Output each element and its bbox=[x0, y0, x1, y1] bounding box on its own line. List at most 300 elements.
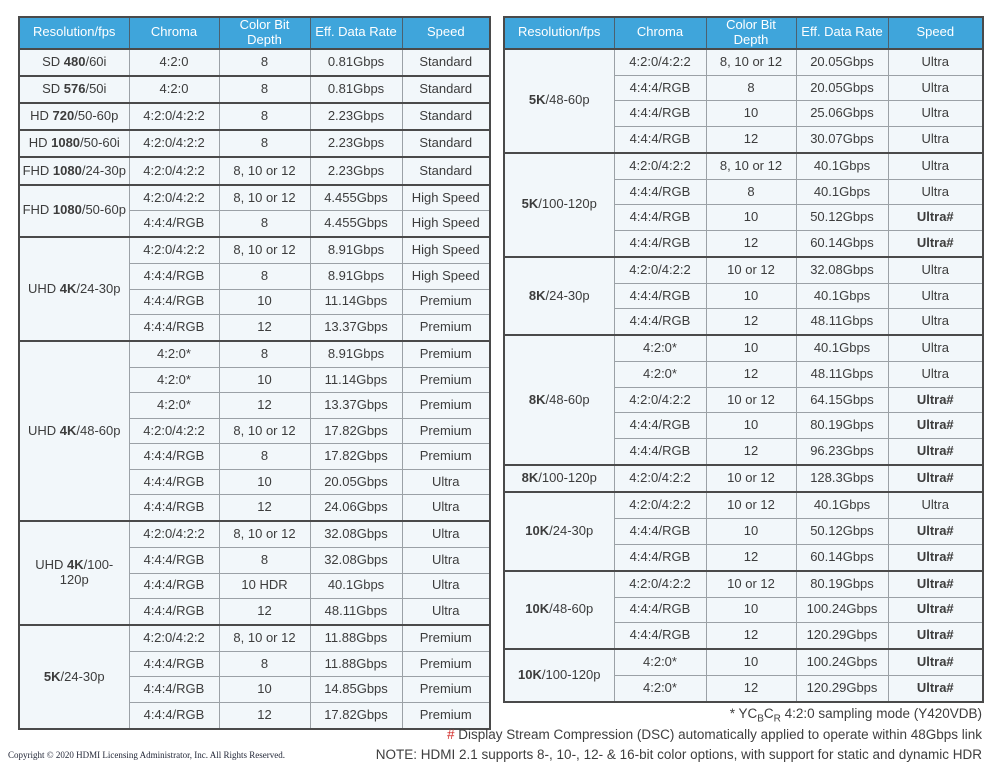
data-rate-cell: 100.24Gbps bbox=[796, 649, 888, 675]
format-table-left bbox=[18, 16, 491, 730]
data-rate-cell: 40.1Gbps bbox=[310, 573, 402, 599]
resolution-suffix: /100-120p bbox=[59, 557, 114, 588]
table-header-right bbox=[504, 17, 983, 49]
speed-cell: Ultra# bbox=[888, 439, 983, 465]
bit-depth-cell: 8 bbox=[219, 211, 310, 237]
data-rate-cell: 20.05Gbps bbox=[310, 469, 402, 495]
resolution-prefix: FHD bbox=[22, 202, 53, 218]
header-row bbox=[19, 17, 490, 49]
chroma-cell: 4:4:4/RGB bbox=[129, 264, 219, 290]
resolution-prefix: FHD bbox=[22, 162, 53, 178]
chroma-cell: 4:2:0* bbox=[129, 393, 219, 419]
bit-depth-cell: 8, 10 or 12 bbox=[219, 185, 310, 211]
resolution-cell bbox=[19, 76, 129, 103]
resolution-value: 1080 bbox=[51, 135, 81, 151]
resolution-prefix: UHD bbox=[35, 557, 67, 573]
resolution-value: 1080 bbox=[52, 162, 82, 178]
speed-cell: Ultra# bbox=[888, 675, 983, 702]
bit-depth-cell: 8, 10 or 12 bbox=[219, 625, 310, 651]
data-rate-cell: 24.06Gbps bbox=[310, 495, 402, 521]
table-row bbox=[504, 335, 983, 361]
resolution-value: 4K bbox=[59, 280, 77, 296]
chroma-cell: 4:2:0* bbox=[614, 675, 706, 702]
bit-depth-cell: 8, 10 or 12 bbox=[219, 521, 310, 547]
footnote-sub-b: B bbox=[757, 713, 764, 725]
bit-depth-cell: 12 bbox=[706, 675, 796, 702]
table-row bbox=[19, 185, 490, 211]
speed-cell: Standard bbox=[402, 103, 490, 130]
data-rate-cell: 4.455Gbps bbox=[310, 185, 402, 211]
chroma-cell: 4:2:0/4:2:2 bbox=[129, 237, 219, 263]
speed-cell: Premium bbox=[402, 651, 490, 677]
speed-cell: Ultra bbox=[888, 309, 983, 335]
table-row bbox=[504, 571, 983, 597]
bit-depth-cell: 12 bbox=[219, 702, 310, 729]
table-body-right bbox=[504, 49, 983, 702]
column-header: Resolution/fps bbox=[504, 17, 614, 49]
bit-depth-cell: 10 HDR bbox=[219, 573, 310, 599]
bit-depth-cell: 12 bbox=[706, 309, 796, 335]
bit-depth-cell: 10 bbox=[219, 677, 310, 703]
chroma-cell: 4:4:4/RGB bbox=[129, 651, 219, 677]
speed-cell: Premium bbox=[402, 289, 490, 315]
speed-cell: High Speed bbox=[402, 211, 490, 237]
speed-cell: Premium bbox=[402, 367, 490, 393]
data-rate-cell: 32.08Gbps bbox=[796, 257, 888, 283]
bit-depth-cell: 8, 10 or 12 bbox=[219, 237, 310, 263]
table-row bbox=[504, 49, 983, 75]
chroma-cell: 4:2:0* bbox=[614, 335, 706, 361]
chroma-cell: 4:4:4/RGB bbox=[614, 127, 706, 153]
chroma-cell: 4:4:4/RGB bbox=[614, 231, 706, 257]
resolution-suffix: /50-60i bbox=[80, 135, 120, 151]
footnote-sub-r: R bbox=[773, 713, 781, 725]
data-rate-cell: 50.12Gbps bbox=[796, 205, 888, 231]
bit-depth-cell: 10 bbox=[706, 519, 796, 545]
column-header: Speed bbox=[402, 17, 490, 49]
resolution-suffix: /50-60p bbox=[81, 202, 126, 218]
data-rate-cell: 32.08Gbps bbox=[310, 548, 402, 574]
resolution-cell bbox=[19, 185, 129, 238]
bit-depth-cell: 8 bbox=[219, 130, 310, 157]
resolution-cell bbox=[19, 625, 129, 729]
resolution-cell bbox=[19, 130, 129, 157]
data-rate-cell: 120.29Gbps bbox=[796, 623, 888, 649]
bit-depth-cell: 12 bbox=[706, 544, 796, 570]
table-row bbox=[19, 625, 490, 651]
table-row bbox=[504, 465, 983, 492]
chroma-cell: 4:2:0 bbox=[129, 49, 219, 76]
speed-cell: Standard bbox=[402, 76, 490, 103]
chroma-cell: 4:4:4/RGB bbox=[614, 439, 706, 465]
data-rate-cell: 11.14Gbps bbox=[310, 367, 402, 393]
chroma-cell: 4:4:4/RGB bbox=[129, 211, 219, 237]
table-row bbox=[19, 157, 490, 184]
data-rate-cell: 48.11Gbps bbox=[796, 309, 888, 335]
resolution-cell bbox=[19, 157, 129, 184]
chroma-cell: 4:2:0/4:2:2 bbox=[614, 257, 706, 283]
speed-cell: Premium bbox=[402, 315, 490, 341]
bit-depth-cell: 10 or 12 bbox=[706, 571, 796, 597]
chroma-cell: 4:4:4/RGB bbox=[129, 548, 219, 574]
resolution-value: 576 bbox=[63, 81, 86, 97]
resolution-prefix: UHD bbox=[28, 280, 60, 296]
speed-cell: Ultra# bbox=[888, 597, 983, 623]
resolution-value: 1080 bbox=[52, 202, 82, 218]
chroma-cell: 4:2:0/4:2:2 bbox=[614, 492, 706, 518]
resolution-suffix: /100-120p bbox=[538, 470, 597, 486]
data-rate-cell: 40.1Gbps bbox=[796, 492, 888, 518]
chroma-cell: 4:2:0* bbox=[129, 367, 219, 393]
resolution-value: 4K bbox=[67, 557, 84, 573]
bit-depth-cell: 12 bbox=[219, 495, 310, 521]
speed-cell: Ultra# bbox=[888, 205, 983, 231]
data-rate-cell: 100.24Gbps bbox=[796, 597, 888, 623]
table-row bbox=[19, 237, 490, 263]
bit-depth-cell: 8 bbox=[219, 49, 310, 76]
table-body-left bbox=[19, 49, 490, 729]
data-rate-cell: 20.05Gbps bbox=[796, 75, 888, 101]
header-row bbox=[504, 17, 983, 49]
data-rate-cell: 8.91Gbps bbox=[310, 341, 402, 367]
bit-depth-cell: 12 bbox=[706, 127, 796, 153]
speed-cell: Ultra# bbox=[888, 387, 983, 413]
data-rate-cell: 120.29Gbps bbox=[796, 675, 888, 702]
resolution-value: 5K bbox=[43, 668, 61, 684]
chroma-cell: 4:4:4/RGB bbox=[614, 309, 706, 335]
bit-depth-cell: 10 bbox=[706, 205, 796, 231]
column-header: Resolution/fps bbox=[19, 17, 129, 49]
chroma-cell: 4:4:4/RGB bbox=[129, 573, 219, 599]
speed-cell: Ultra bbox=[402, 548, 490, 574]
resolution-value: 5K bbox=[521, 196, 539, 212]
resolution-cell bbox=[19, 521, 129, 625]
speed-cell: Premium bbox=[402, 677, 490, 703]
data-rate-cell: 2.23Gbps bbox=[310, 157, 402, 184]
footnote-hdr-note: NOTE: HDMI 2.1 supports 8-, 10-, 12- & 16-bit color options, with support for static and dynamic HDR bbox=[375, 747, 982, 762]
bit-depth-cell: 8 bbox=[219, 341, 310, 367]
bit-depth-cell: 10 bbox=[219, 469, 310, 495]
resolution-cell bbox=[504, 49, 614, 153]
chroma-cell: 4:4:4/RGB bbox=[614, 179, 706, 205]
chroma-cell: 4:4:4/RGB bbox=[129, 702, 219, 729]
speed-cell: Premium bbox=[402, 341, 490, 367]
data-rate-cell: 2.23Gbps bbox=[310, 103, 402, 130]
footnotes-block bbox=[376, 704, 982, 766]
column-header: Eff. Data Rate bbox=[310, 17, 402, 49]
bit-depth-cell: 12 bbox=[219, 599, 310, 625]
data-rate-cell: 25.06Gbps bbox=[796, 101, 888, 127]
chroma-cell: 4:2:0* bbox=[614, 362, 706, 388]
bit-depth-cell: 10 bbox=[706, 413, 796, 439]
speed-cell: Ultra bbox=[888, 127, 983, 153]
table-row bbox=[504, 492, 983, 518]
bit-depth-cell: 8 bbox=[219, 444, 310, 470]
data-rate-cell: 60.14Gbps bbox=[796, 231, 888, 257]
bit-depth-cell: 8 bbox=[219, 76, 310, 103]
resolution-value: 4K bbox=[59, 422, 77, 438]
chroma-cell: 4:2:0/4:2:2 bbox=[614, 153, 706, 179]
resolution-suffix: /24-30p bbox=[545, 287, 590, 303]
bit-depth-cell: 10 bbox=[219, 367, 310, 393]
resolution-cell bbox=[19, 237, 129, 341]
resolution-prefix: SD bbox=[42, 53, 64, 69]
bit-depth-cell: 12 bbox=[219, 315, 310, 341]
chroma-cell: 4:4:4/RGB bbox=[614, 101, 706, 127]
bit-depth-cell: 8 bbox=[219, 103, 310, 130]
resolution-cell bbox=[504, 571, 614, 649]
data-rate-cell: 11.88Gbps bbox=[310, 625, 402, 651]
speed-cell: Ultra bbox=[888, 75, 983, 101]
speed-cell: Ultra bbox=[402, 521, 490, 547]
chroma-cell: 4:2:0/4:2:2 bbox=[129, 103, 219, 130]
data-rate-cell: 32.08Gbps bbox=[310, 521, 402, 547]
bit-depth-cell: 10 bbox=[706, 597, 796, 623]
speed-cell: Ultra bbox=[888, 101, 983, 127]
speed-cell: Ultra# bbox=[888, 571, 983, 597]
bit-depth-cell: 12 bbox=[706, 362, 796, 388]
table-row bbox=[19, 103, 490, 130]
chroma-cell: 4:2:0/4:2:2 bbox=[129, 157, 219, 184]
table-row bbox=[19, 341, 490, 367]
data-rate-cell: 17.82Gbps bbox=[310, 418, 402, 444]
resolution-suffix: /24-30p bbox=[81, 162, 126, 178]
resolution-cell bbox=[19, 341, 129, 521]
resolution-value: 8K bbox=[528, 391, 546, 407]
footnote-asterisk-text: * YC bbox=[729, 706, 758, 721]
resolution-prefix: HD bbox=[28, 135, 52, 151]
footnote-asterisk-mid: C bbox=[763, 706, 774, 721]
chroma-cell: 4:4:4/RGB bbox=[614, 413, 706, 439]
speed-cell: Ultra# bbox=[888, 465, 983, 492]
resolution-suffix: /60i bbox=[85, 53, 107, 69]
data-rate-cell: 80.19Gbps bbox=[796, 571, 888, 597]
data-rate-cell: 40.1Gbps bbox=[796, 153, 888, 179]
speed-cell: Ultra# bbox=[888, 623, 983, 649]
footnote-dsc bbox=[376, 725, 982, 746]
chroma-cell: 4:4:4/RGB bbox=[129, 469, 219, 495]
bit-depth-cell: 10 bbox=[706, 283, 796, 309]
resolution-cell bbox=[19, 49, 129, 76]
speed-cell: Premium bbox=[402, 418, 490, 444]
data-rate-cell: 17.82Gbps bbox=[310, 444, 402, 470]
chroma-cell: 4:4:4/RGB bbox=[614, 205, 706, 231]
column-header: Chroma bbox=[614, 17, 706, 49]
footnote-dsc-text: Display Stream Compression (DSC) automatically applied to operate within 48Gbps link bbox=[454, 726, 982, 742]
resolution-cell bbox=[504, 153, 614, 257]
speed-cell: Ultra# bbox=[888, 544, 983, 570]
resolution-suffix: /100-120p bbox=[538, 196, 597, 212]
table-row bbox=[504, 153, 983, 179]
bit-depth-cell: 12 bbox=[219, 393, 310, 419]
speed-cell: Standard bbox=[402, 157, 490, 184]
resolution-suffix: /24-30p bbox=[60, 668, 105, 684]
chroma-cell: 4:2:0/4:2:2 bbox=[614, 465, 706, 492]
resolution-suffix: /48-60p bbox=[549, 601, 594, 617]
resolution-value: 720 bbox=[52, 108, 75, 124]
bit-depth-cell: 8 bbox=[706, 75, 796, 101]
resolution-prefix: UHD bbox=[28, 422, 60, 438]
data-rate-cell: 11.88Gbps bbox=[310, 651, 402, 677]
speed-cell: Ultra bbox=[402, 495, 490, 521]
resolution-value: 5K bbox=[528, 92, 546, 108]
footnote-hash-symbol: # bbox=[447, 726, 455, 742]
speed-cell: Ultra bbox=[888, 283, 983, 309]
speed-cell: Ultra bbox=[888, 492, 983, 518]
data-rate-cell: 14.85Gbps bbox=[310, 677, 402, 703]
table-row bbox=[19, 130, 490, 157]
chroma-cell: 4:2:0/4:2:2 bbox=[614, 571, 706, 597]
resolution-cell bbox=[504, 492, 614, 570]
bit-depth-cell: 8 bbox=[706, 179, 796, 205]
speed-cell: Premium bbox=[402, 444, 490, 470]
speed-cell: Ultra# bbox=[888, 649, 983, 675]
table-row bbox=[19, 521, 490, 547]
footnote-asterisk bbox=[376, 704, 982, 725]
speed-cell: Standard bbox=[402, 130, 490, 157]
chroma-cell: 4:2:0/4:2:2 bbox=[129, 521, 219, 547]
data-rate-cell: 13.37Gbps bbox=[310, 315, 402, 341]
data-rate-cell: 40.1Gbps bbox=[796, 283, 888, 309]
data-rate-cell: 64.15Gbps bbox=[796, 387, 888, 413]
data-rate-cell: 11.14Gbps bbox=[310, 289, 402, 315]
bit-depth-cell: 8, 10 or 12 bbox=[219, 157, 310, 184]
data-rate-cell: 40.1Gbps bbox=[796, 179, 888, 205]
bit-depth-cell: 10 bbox=[219, 289, 310, 315]
speed-cell: Premium bbox=[402, 702, 490, 729]
resolution-cell bbox=[504, 335, 614, 465]
speed-cell: Ultra bbox=[888, 257, 983, 283]
data-rate-cell: 60.14Gbps bbox=[796, 544, 888, 570]
chroma-cell: 4:2:0/4:2:2 bbox=[129, 625, 219, 651]
bit-depth-cell: 8, 10 or 12 bbox=[706, 49, 796, 75]
resolution-value: 10K bbox=[518, 667, 542, 683]
speed-cell: Ultra bbox=[402, 599, 490, 625]
resolution-suffix: /100-120p bbox=[541, 667, 601, 683]
resolution-value: 10K bbox=[525, 601, 550, 617]
resolution-cell bbox=[504, 649, 614, 702]
chroma-cell: 4:4:4/RGB bbox=[129, 289, 219, 315]
resolution-suffix: /24-30p bbox=[76, 280, 121, 296]
speed-cell: Ultra# bbox=[888, 413, 983, 439]
resolution-value: 8K bbox=[521, 470, 539, 486]
resolution-prefix: SD bbox=[42, 81, 64, 97]
data-rate-cell: 0.81Gbps bbox=[310, 76, 402, 103]
bit-depth-cell: 10 or 12 bbox=[706, 465, 796, 492]
chroma-cell: 4:4:4/RGB bbox=[614, 544, 706, 570]
speed-cell: Ultra# bbox=[888, 231, 983, 257]
data-rate-cell: 30.07Gbps bbox=[796, 127, 888, 153]
data-rate-cell: 128.3Gbps bbox=[796, 465, 888, 492]
chroma-cell: 4:4:4/RGB bbox=[614, 597, 706, 623]
chroma-cell: 4:4:4/RGB bbox=[614, 623, 706, 649]
chroma-cell: 4:4:4/RGB bbox=[614, 519, 706, 545]
chroma-cell: 4:4:4/RGB bbox=[129, 495, 219, 521]
speed-cell: Premium bbox=[402, 393, 490, 419]
speed-cell: High Speed bbox=[402, 264, 490, 290]
speed-cell: Ultra bbox=[888, 153, 983, 179]
chroma-cell: 4:4:4/RGB bbox=[129, 444, 219, 470]
resolution-value: 480 bbox=[63, 53, 86, 69]
data-rate-cell: 2.23Gbps bbox=[310, 130, 402, 157]
bit-depth-cell: 8 bbox=[219, 264, 310, 290]
speed-cell: Ultra bbox=[402, 573, 490, 599]
speed-cell: Premium bbox=[402, 625, 490, 651]
chroma-cell: 4:4:4/RGB bbox=[614, 75, 706, 101]
resolution-cell bbox=[504, 465, 614, 492]
bit-depth-cell: 10 bbox=[706, 101, 796, 127]
speed-cell: Ultra bbox=[402, 469, 490, 495]
data-rate-cell: 40.1Gbps bbox=[796, 335, 888, 361]
column-header: Color Bit Depth bbox=[219, 17, 310, 49]
bit-depth-cell: 8, 10 or 12 bbox=[706, 153, 796, 179]
bit-depth-cell: 8 bbox=[219, 651, 310, 677]
column-header: Color Bit Depth bbox=[706, 17, 796, 49]
speed-cell: Standard bbox=[402, 49, 490, 76]
bit-depth-cell: 8, 10 or 12 bbox=[219, 418, 310, 444]
resolution-suffix: /50i bbox=[85, 81, 107, 97]
table-row bbox=[19, 49, 490, 76]
speed-cell: Ultra bbox=[888, 179, 983, 205]
resolution-suffix: /24-30p bbox=[549, 522, 594, 538]
resolution-suffix: /50-60p bbox=[74, 108, 119, 124]
speed-cell: Ultra bbox=[888, 335, 983, 361]
speed-cell: High Speed bbox=[402, 237, 490, 263]
bit-depth-cell: 10 or 12 bbox=[706, 492, 796, 518]
column-header: Speed bbox=[888, 17, 983, 49]
data-rate-cell: 8.91Gbps bbox=[310, 237, 402, 263]
data-rate-cell: 50.12Gbps bbox=[796, 519, 888, 545]
table-row bbox=[19, 76, 490, 103]
copyright-text: Copyright © 2020 HDMI Licensing Administrator, Inc. All Rights Reserved. bbox=[8, 750, 285, 760]
data-rate-cell: 96.23Gbps bbox=[796, 439, 888, 465]
speed-cell: Ultra bbox=[888, 49, 983, 75]
bit-depth-cell: 12 bbox=[706, 231, 796, 257]
resolution-cell bbox=[19, 103, 129, 130]
data-rate-cell: 48.11Gbps bbox=[310, 599, 402, 625]
chroma-cell: 4:2:0 bbox=[129, 76, 219, 103]
chroma-cell: 4:2:0/4:2:2 bbox=[129, 130, 219, 157]
bit-depth-cell: 12 bbox=[706, 439, 796, 465]
data-rate-cell: 13.37Gbps bbox=[310, 393, 402, 419]
footnote-asterisk-post: 4:2:0 sampling mode (Y420VDB) bbox=[780, 706, 982, 721]
resolution-value: 8K bbox=[528, 287, 546, 303]
chroma-cell: 4:2:0/4:2:2 bbox=[614, 49, 706, 75]
bit-depth-cell: 10 or 12 bbox=[706, 257, 796, 283]
speed-cell: Ultra bbox=[888, 362, 983, 388]
format-table-right bbox=[503, 16, 984, 703]
table-header-left bbox=[19, 17, 490, 49]
chroma-cell: 4:2:0* bbox=[614, 649, 706, 675]
bit-depth-cell: 12 bbox=[706, 623, 796, 649]
data-rate-cell: 20.05Gbps bbox=[796, 49, 888, 75]
chroma-cell: 4:2:0/4:2:2 bbox=[129, 185, 219, 211]
resolution-suffix: /48-60p bbox=[76, 422, 121, 438]
chroma-cell: 4:2:0* bbox=[129, 341, 219, 367]
data-rate-cell: 80.19Gbps bbox=[796, 413, 888, 439]
resolution-suffix: /48-60p bbox=[545, 92, 590, 108]
bit-depth-cell: 8 bbox=[219, 548, 310, 574]
chroma-cell: 4:2:0/4:2:2 bbox=[129, 418, 219, 444]
bit-depth-cell: 10 bbox=[706, 335, 796, 361]
chroma-cell: 4:2:0/4:2:2 bbox=[614, 387, 706, 413]
resolution-suffix: /48-60p bbox=[545, 391, 590, 407]
bit-depth-cell: 10 or 12 bbox=[706, 387, 796, 413]
chroma-cell: 4:4:4/RGB bbox=[129, 599, 219, 625]
data-rate-cell: 17.82Gbps bbox=[310, 702, 402, 729]
chroma-cell: 4:4:4/RGB bbox=[129, 315, 219, 341]
resolution-prefix: HD bbox=[30, 108, 53, 124]
